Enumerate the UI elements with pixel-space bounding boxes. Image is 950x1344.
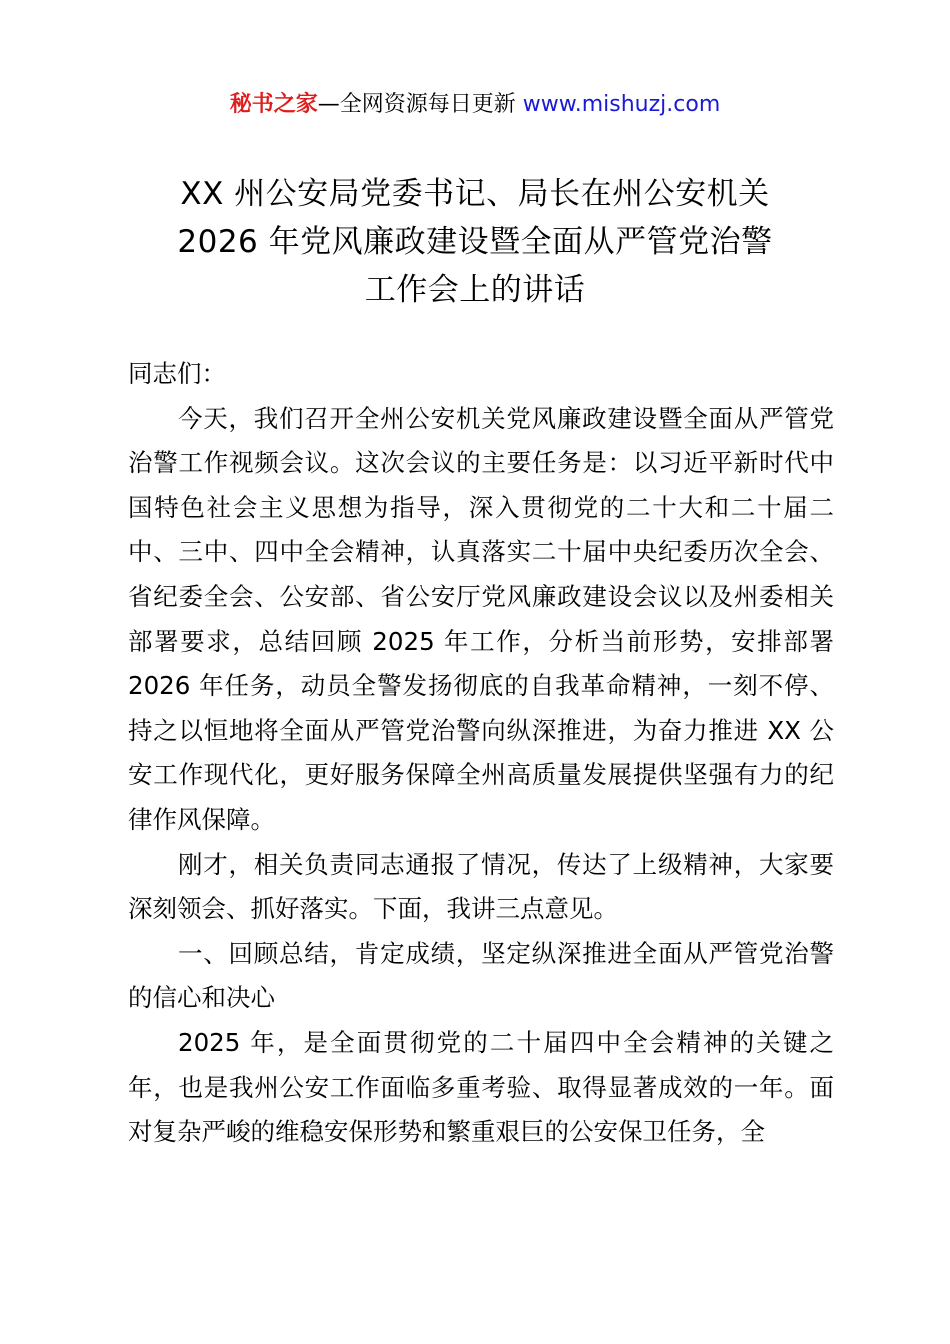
paragraph-opening: 今天，我们召开全州公安机关党风廉政建设暨全面从严管党治警工作视频会议。这次会议的主要任务是：以习近平新时代中国特色社会主义思想为指导，深入贯彻党的二十大和二十届二中、三中、四中全会精神，认真落实二十届中央纪委历次全会、省纪委全会、公安部、省公安厅党风廉政建设会议以及州委相关部署要求，总结回顾 2025 年工作，分析当前形势，安排部署 2026 年任务，动员全警发扬彻底的自我革命精神，一刻不停、持之以恒地将全面从严管党治警向纵深推进，为奋力推进 XX 公安工作现代化，更好服务保障全州高质量发展提供坚强有力的纪律作风保障。 (128, 403, 834, 834)
title-line-3: 工作会上的讲话 (364, 272, 586, 308)
section-heading-1: 一、回顾总结，肯定成绩，坚定纵深推进全面从严管党治警的信心和决心 (128, 938, 834, 1013)
salutation: 同志们： (128, 359, 226, 388)
document-title (110, 170, 840, 314)
title-line-1: XX 州公安局党委书记、局长在州公安机关 (180, 176, 770, 212)
site-url-link[interactable]: www.mishuzj.com (522, 92, 721, 117)
site-header (0, 88, 950, 122)
paragraph-transition: 刚才，相关负责同志通报了情况，传达了上级精神，大家要深刻领会、抓好落实。下面，我讲三点意见。 (128, 849, 834, 924)
title-line-2: 2026 年党风廉政建设暨全面从严管党治警 (177, 224, 773, 260)
document-body (128, 352, 834, 1155)
site-slogan: —全网资源每日更新 (317, 92, 523, 117)
paragraph-review: 2025 年，是全面贯彻党的二十届四中全会精神的关键之年，也是我州公安工作面临多重考验、取得显著成效的一年。面对复杂严峻的维稳安保形势和繁重艰巨的公安保卫任务，全 (128, 1027, 834, 1147)
site-brand: 秘书之家 (229, 92, 318, 117)
